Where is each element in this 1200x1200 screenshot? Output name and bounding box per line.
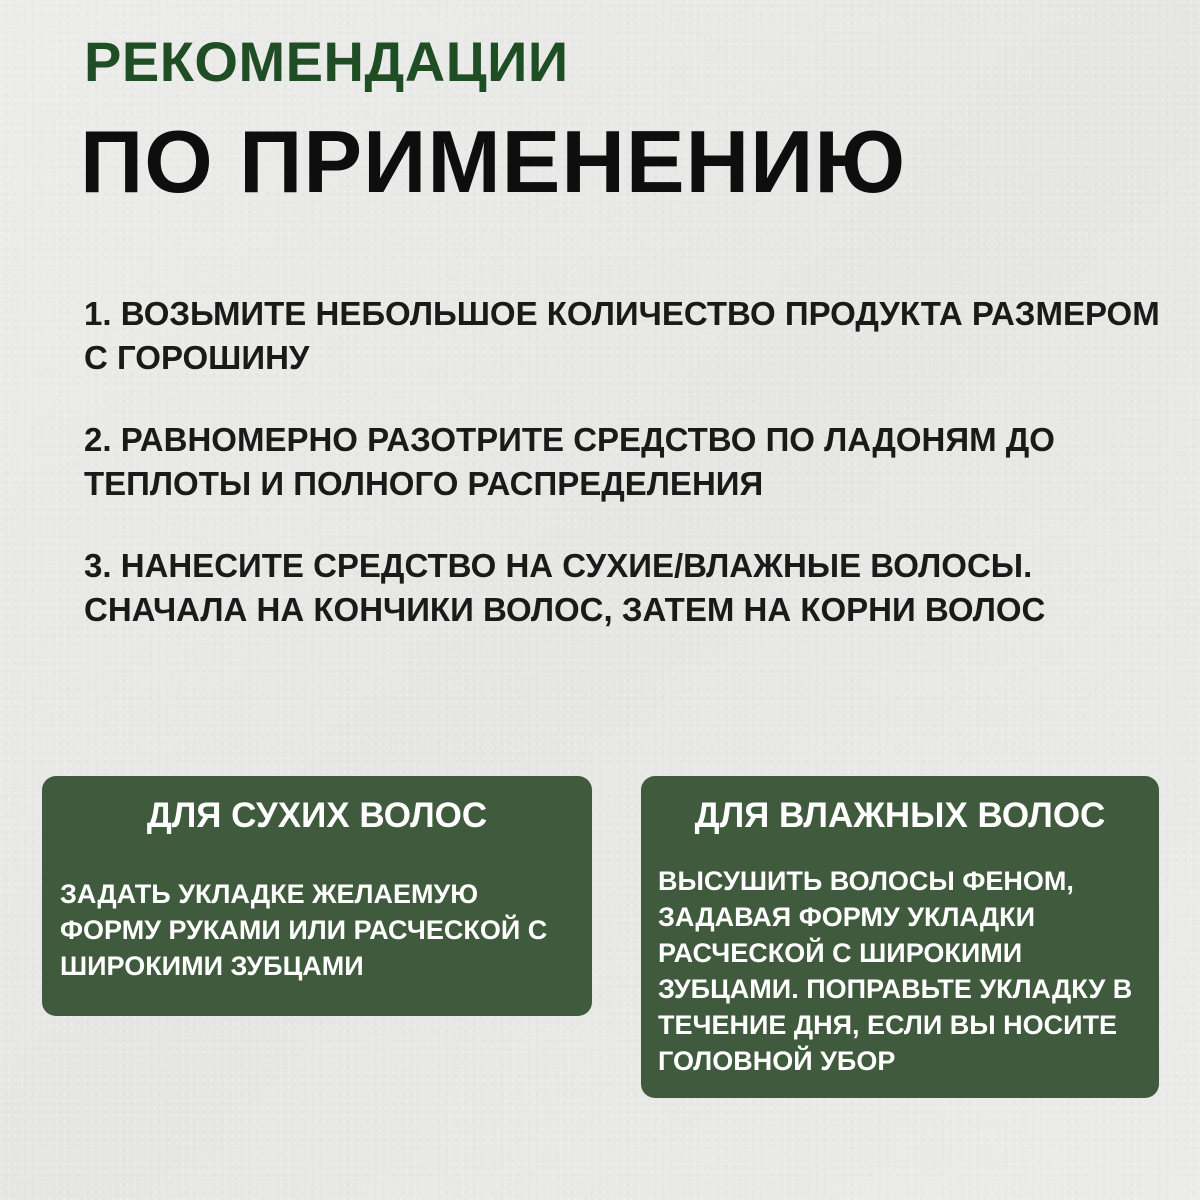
dry-hair-card-text: ЗАДАТЬ УКЛАДКЕ ЖЕЛАЕМУЮ ФОРМУ РУКАМИ ИЛИ РАСЧЕСКОЙ С ШИРОКИМИ ЗУБЦАМИ	[60, 879, 548, 981]
step-1: 1. ВОЗЬМИТЕ НЕБОЛЬШОЕ КОЛИЧЕСТВО ПРОДУКТА РАЗМЕРОМ С ГОРОШИНУ	[84, 295, 1160, 376]
page-title: ПО ПРИМЕНЕНИЮ	[80, 112, 907, 211]
dry-hair-card-title: ДЛЯ СУХИХ ВОЛОС	[146, 796, 488, 835]
steps-list	[84, 292, 1164, 632]
step-3: 3. НАНЕСИТЕ СРЕДСТВО НА СУХИЕ/ВЛАЖНЫЕ ВОЛОСЫ. СНАЧАЛА НА КОНЧИКИ ВОЛОС, ЗАТЕМ НА КОРНИ ВОЛОС	[84, 547, 1046, 628]
dry-hair-card	[42, 776, 592, 1016]
wet-hair-card	[641, 776, 1159, 1098]
step-2: 2. РАВНОМЕРНО РАЗОТРИТЕ СРЕДСТВО ПО ЛАДОНЯМ ДО ТЕПЛОТЫ И ПОЛНОГО РАСПРЕДЕЛЕНИЯ	[84, 421, 1055, 502]
wet-hair-card-text: ВЫСУШИТЬ ВОЛОСЫ ФЕНОМ, ЗАДАВАЯ ФОРМУ УКЛАДКИ РАСЧЕСКОЙ С ШИРОКИМИ ЗУБЦАМИ. ПОПРАВЬТЕ УКЛАДКУ В ТЕЧЕНИЕ ДНЯ, ЕСЛИ ВЫ НОСИТЕ ГОЛОВНОЙ УБОР	[658, 866, 1133, 1076]
wet-hair-card-title: ДЛЯ ВЛАЖНЫХ ВОЛОС	[694, 796, 1106, 835]
header-title-top: РЕКОМЕНДАЦИИ	[84, 30, 569, 93]
